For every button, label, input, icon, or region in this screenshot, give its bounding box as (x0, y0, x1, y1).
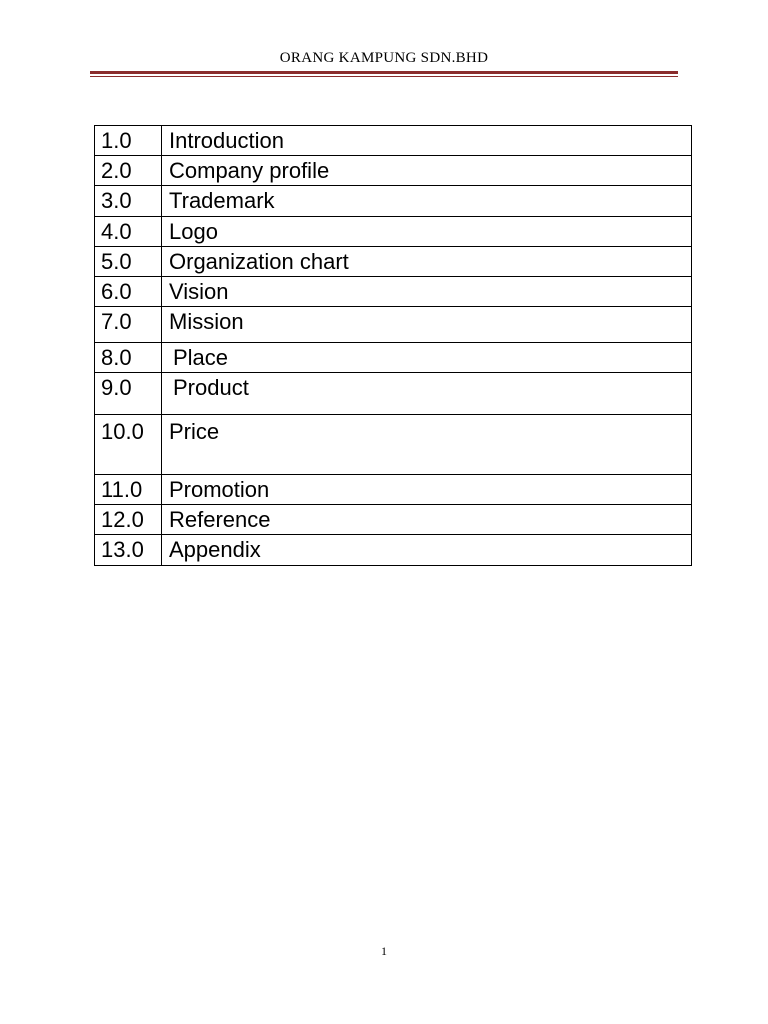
toc-row (95, 535, 692, 566)
toc-title: Place (162, 343, 692, 373)
toc-row (95, 126, 692, 156)
table-of-contents (94, 125, 692, 566)
toc-title: Price (162, 415, 692, 475)
toc-row (95, 156, 692, 186)
toc-row (95, 307, 692, 343)
toc-number: 1.0 (95, 126, 162, 156)
toc-row (95, 475, 692, 505)
toc-number: 2.0 (95, 156, 162, 186)
toc-row (95, 373, 692, 415)
toc-title: Introduction (162, 126, 692, 156)
toc-number: 3.0 (95, 186, 162, 217)
page-number: 1 (381, 944, 387, 958)
toc-number: 8.0 (95, 343, 162, 373)
toc-title: Mission (162, 307, 692, 343)
toc-title: Product (162, 373, 692, 415)
toc-number: 5.0 (95, 247, 162, 277)
toc-number: 9.0 (95, 373, 162, 415)
toc-number: 7.0 (95, 307, 162, 343)
toc-row (95, 247, 692, 277)
toc-number: 13.0 (95, 535, 162, 566)
toc-title: Appendix (162, 535, 692, 566)
toc-row (95, 217, 692, 247)
toc-number: 6.0 (95, 277, 162, 307)
toc-row (95, 186, 692, 217)
document-header-title: ORANG KAMPUNG SDN.BHD (279, 50, 489, 66)
toc-title: Logo (162, 217, 692, 247)
toc-number: 12.0 (95, 505, 162, 535)
toc-number: 4.0 (95, 217, 162, 247)
toc-title: Promotion (162, 475, 692, 505)
toc-row (95, 415, 692, 475)
toc-title: Company profile (162, 156, 692, 186)
toc-number: 10.0 (95, 415, 162, 475)
header-divider (90, 71, 678, 77)
toc-title: Organization chart (162, 247, 692, 277)
toc-row (95, 343, 692, 373)
toc-title: Trademark (162, 186, 692, 217)
toc-row (95, 505, 692, 535)
toc-title: Vision (162, 277, 692, 307)
toc-number: 11.0 (95, 475, 162, 505)
toc-title: Reference (162, 505, 692, 535)
toc-row (95, 277, 692, 307)
